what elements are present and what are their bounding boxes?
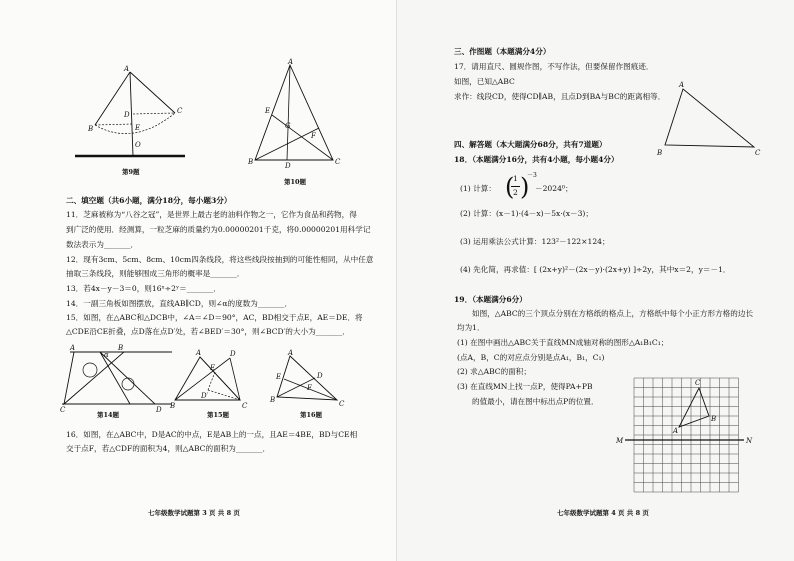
fig15-label-d-prime: D′ bbox=[201, 392, 209, 400]
section-2-title: 二、填空题（共6小题，满分18分，每小题3分） bbox=[66, 196, 232, 205]
q14: 14．一副三角板如图摆放，直线AB∥CD，则∠α的度数为_______． bbox=[66, 299, 293, 308]
q19-line-1: 如图，△ABC的三个顶点分别在方格纸的格点上，方格纸中每个小正方形方格的边长 bbox=[472, 309, 754, 318]
section-4-title: 四、解答题（本大题满分68分，共有7道题） bbox=[454, 140, 607, 149]
grid-label-a: A bbox=[673, 427, 679, 435]
fig10-label-e: E bbox=[265, 107, 271, 115]
fig15-label-e: E bbox=[210, 364, 216, 372]
fig16-label-a: A bbox=[288, 349, 294, 357]
triangle-abc bbox=[679, 388, 709, 427]
fig14-label-c: C bbox=[60, 406, 66, 414]
q16-line-2: 交于点F，若△CDF的面积为4，则△ABC的面积为_______． bbox=[66, 444, 271, 453]
q18-3: (3) 运用乘法公式计算：123²－122×124； bbox=[460, 237, 610, 246]
grid-label-c: C bbox=[695, 379, 701, 387]
grid-label-m: M bbox=[616, 437, 624, 445]
figure-10 bbox=[245, 58, 345, 170]
q18-1-suffix: －2024⁰； bbox=[535, 184, 573, 193]
fig9-label-a: A bbox=[124, 65, 130, 73]
fig14-label-alpha: α bbox=[104, 351, 109, 359]
fig9-label-e: E bbox=[135, 124, 141, 132]
fig14-label-b: B bbox=[118, 344, 124, 352]
q19-title: 19．（本题满分6分） bbox=[454, 295, 527, 304]
fig10-label-c: C bbox=[335, 158, 341, 166]
q11-line-1: 11．芝麻被称为“八谷之冠”，是世界上最古老的油料作物之一，它作为食品和药物，得 bbox=[66, 210, 357, 219]
q15-line-1: 15．如图，在△ABC和△DCB中，∠A＝∠D＝90°，AC，BD相交于点E，AE＝DE．将 bbox=[66, 313, 363, 322]
page-4 bbox=[397, 0, 794, 561]
q17-line-1: 17．请用直尺、圆规作图，不写作法，但要保留作图痕迹． bbox=[454, 62, 654, 71]
fig9-caption: 第9题 bbox=[122, 168, 140, 176]
grid-lines bbox=[634, 378, 739, 492]
figure-16 bbox=[270, 349, 355, 408]
q18-1-den: 2 bbox=[513, 188, 518, 197]
fig16-label-f: F bbox=[307, 384, 312, 392]
fig17-label-c: C bbox=[755, 149, 761, 157]
q18-1-fraction: ( 1 2 ) bbox=[505, 173, 530, 201]
fig9-label-o: O bbox=[135, 141, 141, 149]
fig16-caption: 第16题 bbox=[300, 411, 323, 419]
fig9-label-b: B bbox=[88, 125, 94, 133]
fig16-label-e: E bbox=[276, 373, 282, 381]
q11-line-3: 数法表示为_______． bbox=[66, 240, 139, 249]
figure-9 bbox=[75, 65, 195, 165]
q18-1-exponent: －3 bbox=[527, 172, 537, 179]
q18-1-prefix: (1) 计算： bbox=[460, 184, 496, 193]
q12-line-2: 抽取三条线段，则能够围成三角形的概率是_______． bbox=[66, 269, 245, 278]
q19-line-5: (2) 求△ABC的面积； bbox=[457, 367, 531, 376]
fig15-label-d: D bbox=[230, 350, 236, 358]
fig10-caption: 第10题 bbox=[284, 178, 307, 186]
fig10-label-a: A bbox=[288, 58, 294, 66]
q13: 13．若4x－y－3＝0，则16ˣ÷2ʸ＝_______． bbox=[66, 284, 221, 293]
figure-15 bbox=[170, 349, 270, 410]
fig15-label-b: B bbox=[170, 402, 176, 410]
fig15-label-c: C bbox=[242, 402, 248, 410]
q11-line-2: 到广泛的使用．经测算，一粒芝麻的质量约为0.00000201千克，将0.00000201用科学记 bbox=[66, 225, 371, 234]
fig16-label-c: C bbox=[339, 400, 345, 408]
q12-line-1: 12．现有3cm、5cm、8cm、10cm四条线段，将这些线段按抽到的可能性相同，从中任意 bbox=[66, 255, 374, 264]
q15-line-2: △CDE沿CE折叠，点D落在点D′处，若∠BED′＝30°，则∠BCD′的大小为_______． bbox=[66, 327, 350, 336]
fig10-label-f: F bbox=[311, 132, 316, 140]
fig15-label-a: A bbox=[196, 349, 202, 357]
fig10-label-d: D bbox=[285, 162, 291, 170]
page-3-footer: 七年级数学试题第 3 页 共 8 页 bbox=[148, 509, 240, 517]
page-4-footer: 七年级数学试题第 4 页 共 8 页 bbox=[557, 509, 649, 517]
fig9-label-c: C bbox=[177, 107, 183, 115]
q19-line-4: (点A，B，C的对应点分别是点A₁，B₁，C₁) bbox=[457, 353, 605, 362]
grid-label-b: B bbox=[711, 415, 717, 423]
q18-1-num: 1 bbox=[513, 174, 518, 183]
fig17-label-a: A bbox=[679, 81, 685, 89]
figure-17-triangle bbox=[657, 81, 769, 157]
section-3-title: 三、作图题（本题满分4分） bbox=[454, 47, 551, 56]
fig15-caption: 第15题 bbox=[207, 411, 230, 419]
fig10-label-g: G bbox=[285, 122, 291, 130]
q16-line-1: 16．如图，在△ABC中，D是AC的中点，E是AB上的一点，且AE＝4BE，BD与CE相 bbox=[66, 430, 358, 439]
fig14-caption: 第14题 bbox=[97, 411, 120, 419]
fig9-label-d: D bbox=[124, 111, 130, 119]
q18-2: (2) 计算：(x－1)·(4－x)－5x·(x－3)； bbox=[460, 209, 593, 218]
fig14-label-a: A bbox=[70, 344, 76, 352]
q17-line-2: 如图，已知△ABC bbox=[454, 77, 515, 86]
q18-4: (4) 先化简，再求值：[ (2x+y)²－(2x－y)·(2x+y) ]÷2y，其中x＝2，y＝－1． bbox=[460, 265, 731, 274]
fig14-label-d: D bbox=[156, 406, 162, 414]
fig10-label-b: B bbox=[248, 158, 254, 166]
q19-line-2: 均为1． bbox=[457, 323, 485, 332]
fig16-label-d: D bbox=[317, 372, 323, 380]
q18-title: 18．（本题满分16分，共有4小题，每小题4分） bbox=[454, 155, 619, 164]
fig17-label-b: B bbox=[657, 149, 663, 157]
q17-line-3: 求作：线段CD，使得CD∥AB，且点D到BA与BC的距离相等． bbox=[454, 92, 666, 101]
figure-14 bbox=[60, 344, 175, 414]
fig16-label-b: B bbox=[270, 396, 276, 404]
grid-figure bbox=[616, 375, 753, 505]
q19-line-7: 的值最小，请在图中标出点P的位置． bbox=[472, 397, 599, 406]
q19-line-6: (3) 在直线MN上找一点P，使得PA+PB bbox=[457, 382, 593, 391]
q19-line-3: (1) 在图中画出△ABC关于直线MN成轴对称的图形△A₁B₁C₁； bbox=[457, 338, 669, 347]
grid-label-n: N bbox=[746, 437, 753, 445]
